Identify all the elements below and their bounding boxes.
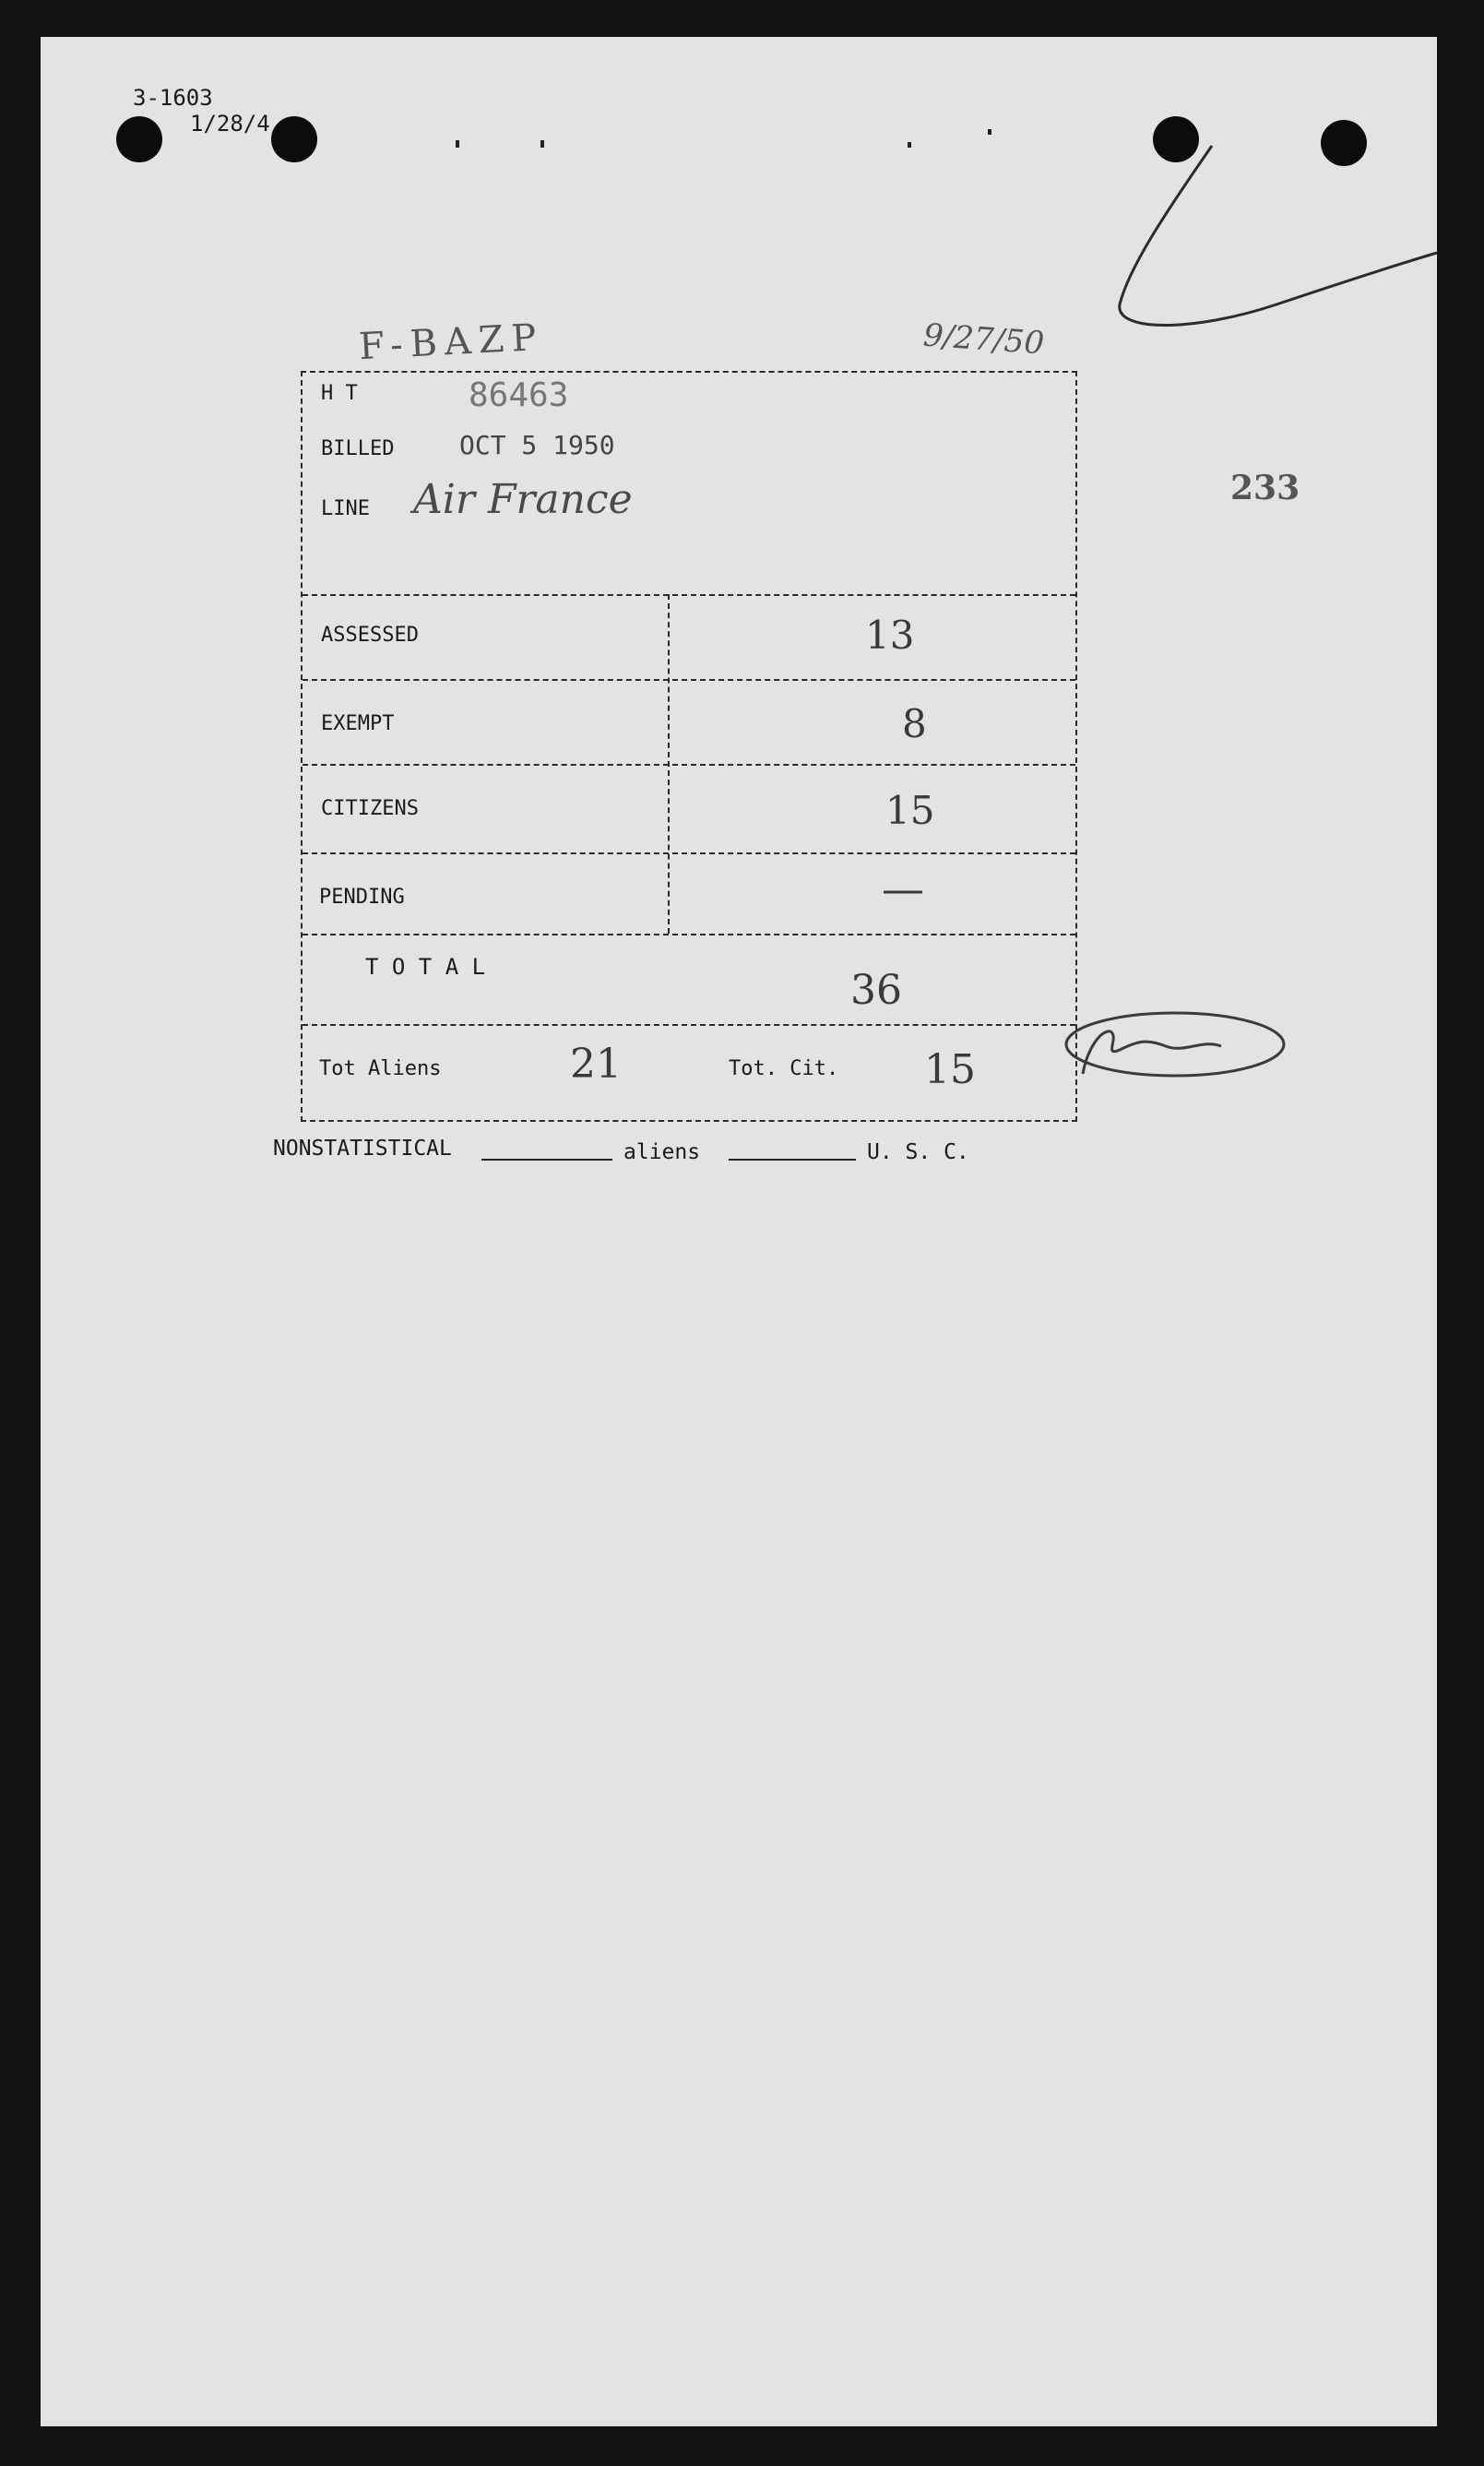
speck-mark bbox=[988, 129, 991, 135]
form-divider bbox=[303, 764, 1075, 766]
form-divider bbox=[303, 679, 1075, 681]
exempt-count: 8 bbox=[902, 701, 927, 746]
page-number: 233 bbox=[1230, 469, 1300, 507]
speck-mark bbox=[456, 140, 459, 148]
tot-aliens-label: Tot Aliens bbox=[319, 1057, 442, 1080]
tot-aliens-count: 21 bbox=[570, 1041, 622, 1088]
pending-count: — bbox=[882, 864, 924, 913]
citizens-label: CITIZENS bbox=[321, 797, 419, 820]
inspector-initials-mark bbox=[1046, 993, 1304, 1103]
speck-mark bbox=[908, 142, 911, 148]
ht-label: H T bbox=[321, 382, 358, 405]
assessed-label: ASSESSED bbox=[321, 624, 419, 647]
form-revision: 1/28/4 bbox=[190, 111, 270, 137]
document-page bbox=[41, 37, 1437, 2426]
punch-hole-left-2 bbox=[271, 116, 317, 162]
form-number: 3-1603 bbox=[133, 85, 213, 111]
speck-mark bbox=[540, 140, 544, 148]
airline-name: Air France bbox=[413, 476, 633, 523]
pending-label: PENDING bbox=[319, 886, 405, 909]
form-divider bbox=[303, 594, 1075, 596]
citizens-count: 15 bbox=[885, 788, 935, 833]
billed-date: OCT 5 1950 bbox=[459, 430, 615, 460]
form-divider bbox=[303, 852, 1075, 854]
nonstatistical-label: NONSTATISTICAL bbox=[273, 1137, 452, 1161]
nonstatistical-blank bbox=[481, 1159, 612, 1161]
pen-stroke bbox=[1092, 101, 1437, 341]
manifest-form bbox=[301, 371, 1077, 1122]
aircraft-registration: F-BAZP bbox=[357, 316, 545, 369]
aliens-blank bbox=[729, 1159, 856, 1161]
exempt-label: EXEMPT bbox=[321, 712, 395, 735]
usc-label: U. S. C. bbox=[867, 1140, 969, 1164]
tot-cit-label: Tot. Cit. bbox=[729, 1057, 839, 1080]
handwritten-date: 9/27/50 bbox=[921, 316, 1046, 363]
ht-number: 86463 bbox=[469, 376, 569, 414]
line-label: LINE bbox=[321, 497, 370, 520]
form-divider bbox=[303, 934, 1075, 935]
billed-label: BILLED bbox=[321, 437, 395, 460]
punch-hole-left-1 bbox=[116, 116, 162, 162]
assessed-count: 13 bbox=[865, 613, 915, 658]
tot-cit-count: 15 bbox=[924, 1046, 976, 1093]
form-divider bbox=[303, 1024, 1075, 1026]
total-label: T O T A L bbox=[365, 954, 486, 980]
column-divider bbox=[668, 594, 670, 934]
aliens-label: aliens bbox=[623, 1140, 701, 1164]
total-count: 36 bbox=[850, 967, 902, 1014]
